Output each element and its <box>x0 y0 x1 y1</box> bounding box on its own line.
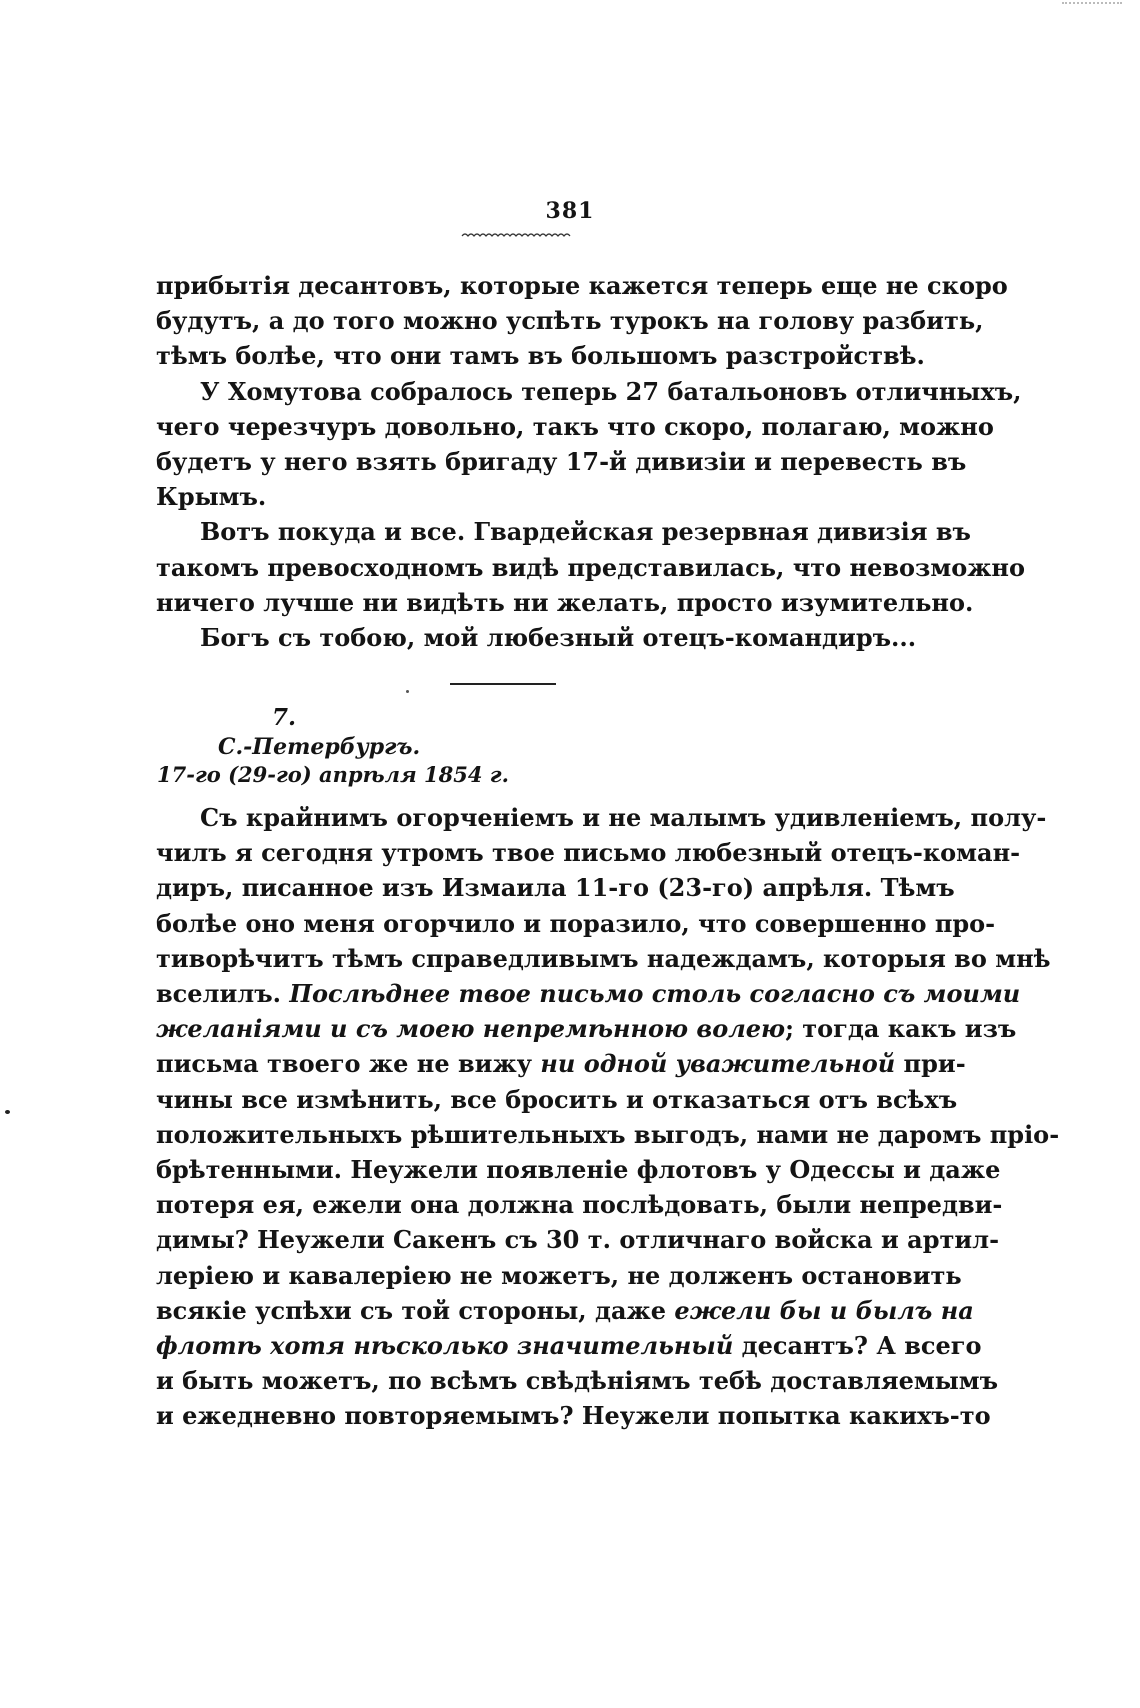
text-line: Съ крайнимъ огорченіемъ и не малымъ удивленіемъ, полу- <box>200 803 1047 832</box>
italic-emphasis: желаніями и съ моею непремѣнною волею <box>156 1014 786 1044</box>
text-run: письма твоего же не вижу <box>156 1049 541 1079</box>
text-line: тиворѣчитъ тѣмъ справедливымъ надеждамъ, которыя во мнѣ <box>156 943 1051 973</box>
scan-artifact <box>1062 2 1122 8</box>
letter-date: 17-го (29-го) апрѣля 1854 г. <box>157 762 509 787</box>
text-line <box>156 1011 1017 1046</box>
text-run: при- <box>895 1049 966 1079</box>
page-number-ornament <box>460 228 572 240</box>
text-line: У Хомутова собралось теперь 27 батальоновъ отличныхъ, <box>200 376 1022 406</box>
italic-emphasis: ежели бы и былъ на <box>674 1295 974 1325</box>
text-line: леріею и кавалеріею не можетъ, не долженъ остановить <box>156 1260 962 1290</box>
text-line: будетъ у него взять бригаду 17-й дивизіи и перевесть въ <box>156 447 967 477</box>
text-line: потеря ея, ежели она должна послѣдовать, были непредви- <box>156 1190 1003 1220</box>
upper-text-block <box>156 268 1026 655</box>
letter-place: С.-Петербургъ. <box>218 734 421 760</box>
text-line: ничего лучше ни видѣть ни желать, просто изумительно. <box>156 587 974 617</box>
scan-speck <box>5 1110 10 1114</box>
text-line: тѣмъ болѣе, что они тамъ въ большомъ разстройствѣ. <box>156 341 925 371</box>
text-line: Богъ съ тобою, мой любезный отецъ-командиръ... <box>200 623 917 653</box>
text-line <box>156 1293 974 1328</box>
text-line: и быть можетъ, по всѣмъ свѣдѣніямъ тебѣ доставляемымъ <box>156 1366 999 1396</box>
text-line <box>156 976 1021 1011</box>
text-line: будутъ, а до того можно успѣть турокъ на голову разбить, <box>156 306 984 336</box>
text-line: такомъ превосходномъ видѣ представилась, что невозможно <box>156 552 1026 582</box>
page-number: 381 <box>545 198 595 224</box>
text-run: всякіе успѣхи съ той стороны, даже <box>156 1295 675 1325</box>
text-line: диръ, писанное изъ Измаила 11-го (23-го) апрѣля. Тѣмъ <box>156 873 955 903</box>
text-line: чилъ я сегодня утромъ твое письмо любезный отецъ-коман- <box>156 838 1021 868</box>
text-line: брѣтенными. Неужели появленіе флотовъ у Одессы и даже <box>156 1155 1001 1185</box>
text-line: Вотъ покуда и все. Гвардейская резервная дивизія въ <box>200 517 971 547</box>
text-line: димы? Неужели Сакенъ съ 30 т. отличнаго войска и артил- <box>156 1225 1000 1255</box>
text-line: болѣе оно меня огорчило и поразило, что совершенно про- <box>156 908 996 938</box>
text-line: чего черезчуръ довольно, такъ что скоро, полагаю, можно <box>156 411 994 441</box>
text-line: прибытія десантовъ, которые кажется теперь еще не скоро <box>156 271 1008 300</box>
text-line <box>156 1046 966 1081</box>
text-line: и ежедневно повторяемымъ? Неужели попытка какихъ-то <box>156 1401 991 1431</box>
scan-speck <box>406 690 409 693</box>
italic-emphasis: Послѣднее твое письмо столь согласно съ моими <box>289 979 1021 1009</box>
text-line: чины все измѣнить, все бросить и отказаться отъ всѣхъ <box>156 1084 958 1114</box>
text-run: ; тогда какъ изъ <box>785 1014 1017 1044</box>
text-line <box>156 1328 982 1363</box>
lower-text-block <box>156 800 1060 1434</box>
text-line: Крымъ. <box>156 482 267 512</box>
italic-emphasis: ни одной уважительной <box>540 1049 896 1079</box>
letter-number: 7. <box>272 704 297 731</box>
italic-emphasis: флотѣ хотя нѣсколько значительный <box>156 1331 734 1361</box>
text-run: вселилъ. <box>156 979 290 1009</box>
section-divider <box>450 683 556 685</box>
text-line: положительныхъ рѣшительныхъ выгодъ, нами не даромъ пріо- <box>156 1119 1060 1149</box>
text-run: десантъ? А всего <box>733 1331 982 1361</box>
